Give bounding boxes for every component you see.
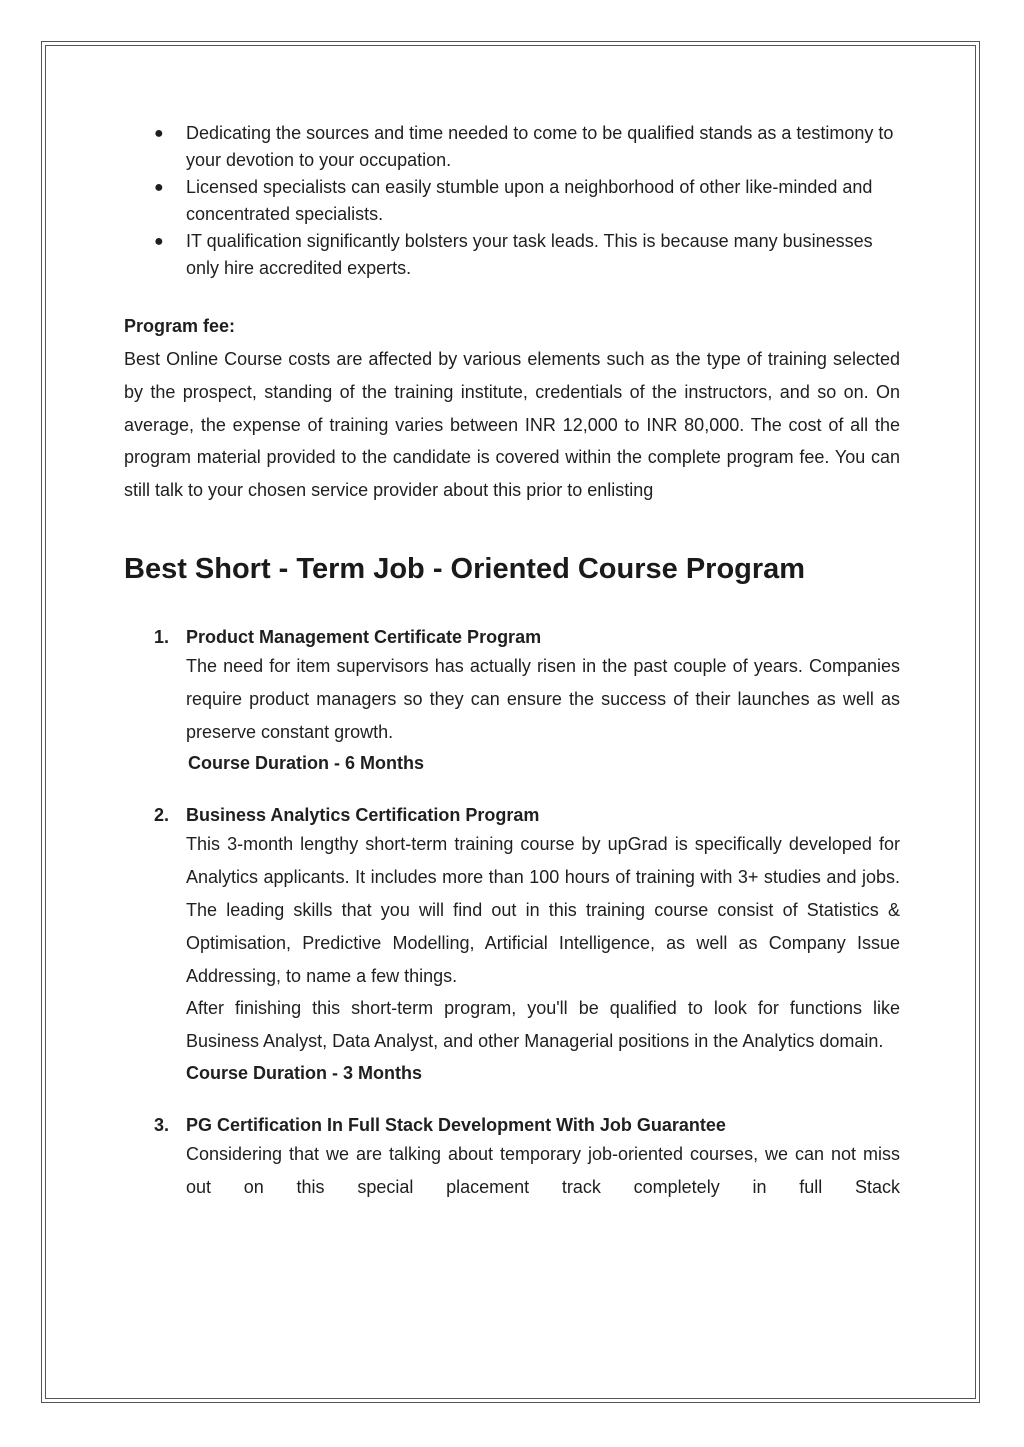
program-fee-heading: Program fee: xyxy=(124,316,236,336)
list-item-text: IT qualification significantly bolsters your task leads. This is because many businesses only hire accredited experts. xyxy=(186,231,873,278)
program-description: Considering that we are talking about temporary job-oriented courses, we can not miss out on this special placement track completely in full Stack xyxy=(186,1143,900,1197)
program-item-product-management xyxy=(154,624,900,778)
program-item-business-analytics xyxy=(154,802,900,1088)
program-title: PG Certification In Full Stack Development With Job Guarantee xyxy=(186,1114,726,1135)
program-description-continued: After finishing this short-term program, you'll be qualified to look for functions like Business Analyst, Data Analyst, and other Managerial positions in the Analytics domain. xyxy=(186,998,900,1052)
course-duration: Course Duration - 6 Months xyxy=(188,753,425,774)
program-number: 2. xyxy=(154,805,170,826)
benefits-list xyxy=(124,120,900,282)
document-content xyxy=(124,120,900,1228)
program-list xyxy=(124,624,900,1204)
program-title: Product Management Certificate Program xyxy=(186,626,542,647)
list-item-text: Dedicating the sources and time needed to come to be qualified stands as a testimony to your devotion to your occupation. xyxy=(186,123,894,170)
course-duration: Course Duration - 3 Months xyxy=(186,1062,423,1083)
program-description: The need for item supervisors has actually risen in the past couple of years. Companies require product managers so they can ensure the success of their launches as well as preserve constant growth. xyxy=(186,655,900,742)
bullet-icon: ● xyxy=(154,125,164,142)
program-title: Business Analytics Certification Program xyxy=(186,805,540,826)
list-item-text: Licensed specialists can easily stumble upon a neighborhood of other like-minded and concentrated specialists. xyxy=(186,177,873,224)
bullet-icon: ● xyxy=(154,179,164,196)
program-description: This 3-month lengthy short-term training course by upGrad is specifically developed for Analytics applicants. It includes more than 100 hours of training with 3+ studies and jobs. The leading skills that you will find out in this training course consist of Statistics & Optimisation, Predictive Modelling, Artificial Intelligence, as well as Company Issue Addressing, to name a few things. xyxy=(186,834,900,986)
list-item xyxy=(154,174,900,228)
list-item xyxy=(154,120,900,174)
program-number: 1. xyxy=(154,626,170,647)
section-title: Best Short - Term Job - Oriented Course Program xyxy=(124,552,806,585)
bullet-icon: ● xyxy=(154,233,164,250)
program-number: 3. xyxy=(154,1114,170,1135)
list-item xyxy=(154,228,900,282)
program-fee-paragraph: Best Online Course costs are affected by various elements such as the type of training selected by the prospect, standing of the training institute, credentials of the instructors, and so on. On average, the expense of training varies between INR 12,000 to INR 80,000. The cost of all the program material provided to the candidate is covered within the complete program fee. You can still talk to your chosen service provider about this prior to enlisting xyxy=(124,349,900,501)
program-item-full-stack xyxy=(154,1112,900,1204)
